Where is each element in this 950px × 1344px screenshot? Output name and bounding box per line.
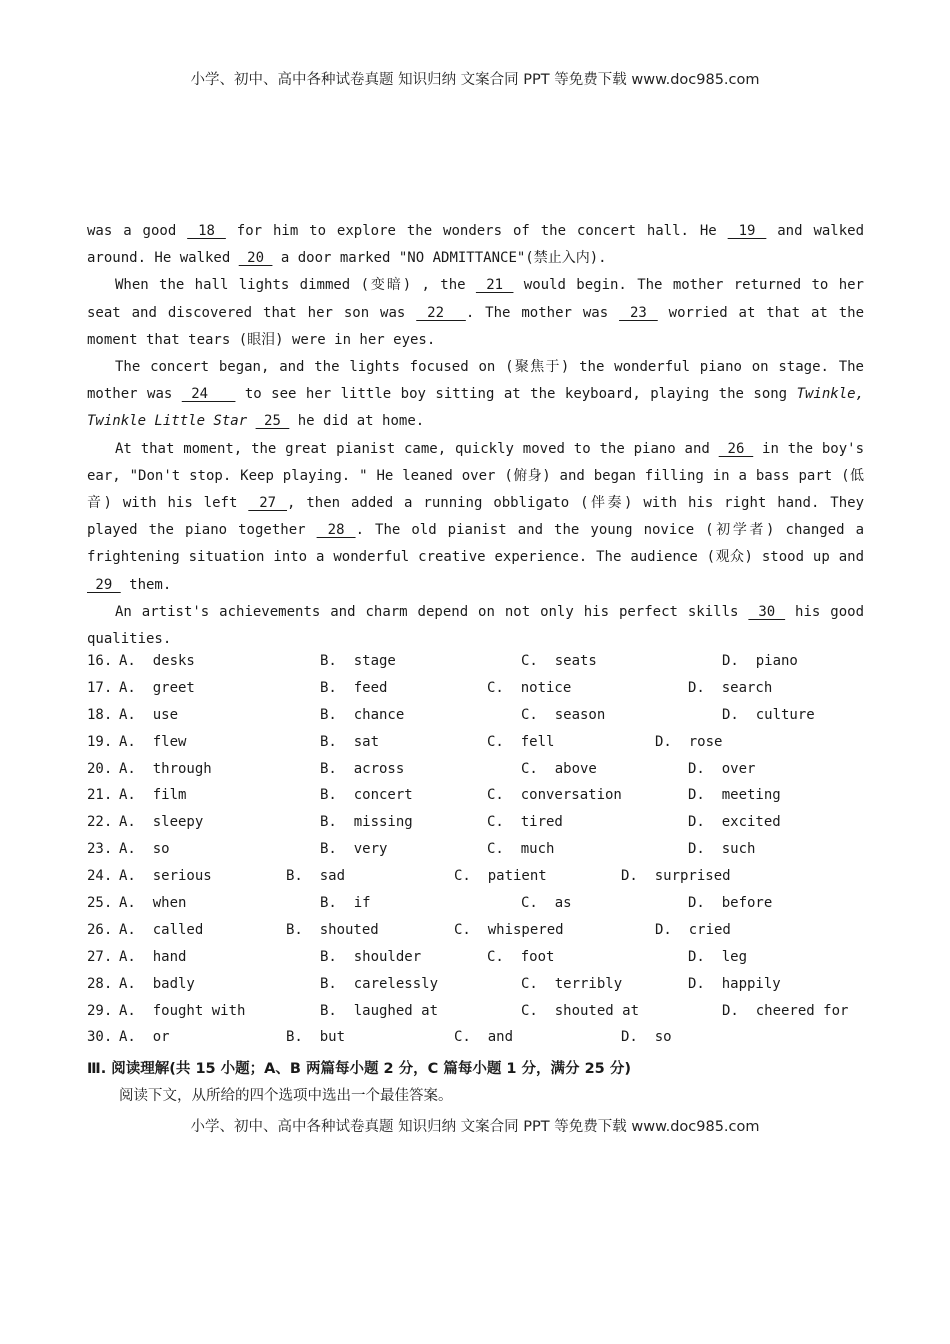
- option-a: A. called: [119, 921, 204, 938]
- blank-21: 21: [475, 277, 514, 294]
- blank-27: 27: [248, 495, 288, 512]
- section-heading: Ⅲ. 阅读理解(共 15 小题；A、B 两篇每小题 2 分，C 篇每小题 1 分，满分 25 分): [87, 1061, 631, 1077]
- option-c: C. as: [521, 895, 572, 912]
- option-b: B. stage: [320, 653, 396, 669]
- option-a: A. hand: [119, 948, 187, 965]
- option-b: B. concert: [320, 787, 413, 804]
- question-number: 19.: [87, 733, 113, 750]
- option-c: C. notice: [487, 679, 572, 696]
- question-number: 29.: [87, 1002, 113, 1019]
- question-row-19: [87, 734, 867, 761]
- passage-paragraph-5: [87, 599, 864, 653]
- question-number: 16.: [87, 653, 113, 669]
- question-number: 22.: [87, 814, 113, 831]
- question-number: 28.: [87, 975, 113, 992]
- blank-30: 30: [748, 603, 786, 620]
- option-a: A. desks: [119, 653, 195, 669]
- question-row-26: [87, 922, 867, 949]
- question-row-23: [87, 841, 867, 868]
- question-number: 25.: [87, 895, 113, 912]
- blank-18: 18: [187, 223, 226, 239]
- option-d: D. such: [688, 841, 756, 858]
- option-c: C. patient: [454, 868, 547, 885]
- option-a: A. through: [119, 760, 212, 777]
- passage-text: to see her little boy sitting at the keyboard, playing the song: [235, 386, 797, 403]
- passage-text: in the boy's ear, "Don't stop. Keep playing. " He leaned over (俯身) and began filling in a bass part (低音) with his left: [87, 440, 865, 512]
- blank-22: 22: [416, 304, 466, 321]
- blank-25: 25: [255, 413, 290, 430]
- option-a: A. use: [119, 706, 179, 723]
- option-c: C. conversation: [487, 787, 622, 804]
- option-b: B. chance: [320, 706, 405, 723]
- passage-text: The concert began, and the lights focused on (聚焦于) the wonderful piano on stage. The mother was: [87, 359, 864, 403]
- option-b: B. shoulder: [320, 948, 422, 965]
- passage-text: he did at home.: [289, 413, 425, 430]
- option-c: C. season: [521, 706, 606, 723]
- option-a: A. so: [119, 841, 170, 858]
- passage-paragraph-3: [87, 354, 864, 436]
- question-number: 18.: [87, 706, 113, 723]
- option-c: C. seats: [521, 653, 597, 669]
- question-row-22: [87, 814, 867, 841]
- blank-23: 23: [619, 304, 658, 321]
- option-d: D. rose: [655, 733, 723, 750]
- option-b: B. missing: [320, 814, 413, 831]
- option-d: D. culture: [722, 706, 815, 723]
- passage-text: , then added a running obbligato (伴奏) with his right hand. They played the piano together: [87, 495, 865, 539]
- question-row-21: [87, 787, 867, 814]
- passage-paragraph-2: [87, 272, 864, 354]
- question-row-16: [87, 653, 867, 680]
- question-number: 24.: [87, 868, 113, 885]
- option-a: A. badly: [119, 975, 195, 992]
- passage-text: . The old pianist and the young novice (初学者) changed a frightening situation into a wonderful creative experience. The audience (观众) stood up and: [87, 522, 865, 566]
- option-a: A. serious: [119, 868, 212, 885]
- option-b: B. feed: [320, 679, 388, 696]
- option-d: D. so: [621, 1029, 672, 1046]
- question-number: 21.: [87, 787, 113, 804]
- question-row-24: [87, 868, 867, 895]
- question-row-17: [87, 680, 867, 707]
- option-a: A. greet: [119, 679, 195, 696]
- passage-text: them.: [120, 576, 172, 593]
- answer-options: [87, 653, 867, 1056]
- question-number: 30.: [87, 1029, 113, 1046]
- blank-29: 29: [87, 576, 121, 593]
- passage-text: [247, 413, 255, 429]
- option-d: D. cheered for: [722, 1002, 849, 1019]
- option-b: B. if: [320, 895, 371, 912]
- option-d: D. leg: [688, 948, 748, 965]
- option-c: C. foot: [487, 948, 555, 965]
- passage-text: for him to explore the wonders of the concert hall. He: [225, 223, 728, 239]
- option-c: C. above: [521, 760, 597, 777]
- question-number: 27.: [87, 948, 113, 965]
- option-b: B. across: [320, 760, 405, 777]
- option-a: A. fought with: [119, 1002, 246, 1019]
- page-footer: 小学、初中、高中各种试卷真题 知识归纳 文案合同 PPT 等免费下载 www.doc985.com: [190, 1119, 760, 1135]
- option-c: C. and: [454, 1029, 514, 1046]
- option-c: C. much: [487, 841, 555, 858]
- option-d: D. over: [688, 760, 756, 777]
- option-b: B. sad: [286, 868, 346, 885]
- passage-paragraph-1: [87, 218, 864, 272]
- blank-20: 20: [238, 250, 273, 267]
- option-c: C. terribly: [521, 975, 623, 992]
- option-d: D. happily: [688, 975, 781, 992]
- question-number: 20.: [87, 760, 113, 777]
- question-number: 26.: [87, 921, 113, 938]
- passage-text: a door marked "NO ADMITTANCE"(禁止入内).: [272, 250, 607, 267]
- blank-26: 26: [718, 440, 754, 457]
- option-d: D. search: [688, 679, 773, 696]
- passage-text: and walked around. He walked: [87, 223, 865, 267]
- passage-text: was a good: [87, 223, 188, 239]
- option-c: C. whispered: [454, 921, 564, 938]
- option-a: A. flew: [119, 733, 187, 750]
- option-d: D. excited: [688, 814, 781, 831]
- blank-19: 19: [727, 223, 767, 239]
- passage-text: When the hall lights dimmed (变暗) , the: [115, 277, 476, 294]
- passage-text: An artist's achievements and charm depend on not only his perfect skills: [115, 603, 749, 620]
- question-row-18: [87, 707, 867, 734]
- passage-text: At that moment, the great pianist came, quickly moved to the piano and: [115, 440, 719, 457]
- blank-24: 24 _: [181, 386, 236, 403]
- passage-text: would begin. The mother returned to her seat and discovered that her son was: [87, 277, 864, 321]
- option-a: A. or: [119, 1029, 170, 1046]
- option-d: D. piano: [722, 653, 798, 669]
- section-instruction: 阅读下文，从所给的四个选项中选出一个最佳答案。: [119, 1088, 453, 1104]
- option-b: B. but: [286, 1029, 346, 1046]
- question-row-25: [87, 895, 867, 922]
- option-b: B. carelessly: [320, 975, 439, 992]
- option-d: D. meeting: [688, 787, 781, 804]
- option-d: D. before: [688, 895, 773, 912]
- option-b: B. laughed at: [320, 1002, 439, 1019]
- question-number: 17.: [87, 679, 113, 696]
- option-c: C. tired: [487, 814, 563, 831]
- passage-paragraph-4: [87, 436, 864, 599]
- question-row-20: [87, 761, 867, 788]
- option-c: C. fell: [487, 733, 555, 750]
- passage-text: his good qualities.: [87, 603, 864, 648]
- passage-text: worried at that at the moment that tears (眼泪) were in her eyes.: [87, 304, 864, 348]
- passage-text: . The mother was: [465, 304, 620, 321]
- option-a: A. when: [119, 895, 187, 912]
- option-a: A. sleepy: [119, 814, 204, 831]
- option-b: B. very: [320, 841, 388, 858]
- option-b: B. shouted: [286, 921, 379, 938]
- option-a: A. film: [119, 787, 187, 804]
- question-number: 23.: [87, 841, 113, 858]
- blank-28: 28: [316, 522, 356, 539]
- question-row-30: [87, 1029, 867, 1056]
- song-title: Twinkle, Twinkle Little Star: [87, 386, 864, 430]
- option-d: D. surprised: [621, 868, 731, 885]
- option-d: D. cried: [655, 921, 731, 938]
- question-row-29: [87, 1003, 867, 1030]
- page-header: 小学、初中、高中各种试卷真题 知识归纳 文案合同 PPT 等免费下载 www.doc985.com: [190, 72, 760, 88]
- cloze-passage: [87, 218, 864, 653]
- option-c: C. shouted at: [521, 1002, 640, 1019]
- question-row-27: [87, 949, 867, 976]
- question-row-28: [87, 976, 867, 1003]
- option-b: B. sat: [320, 733, 380, 750]
